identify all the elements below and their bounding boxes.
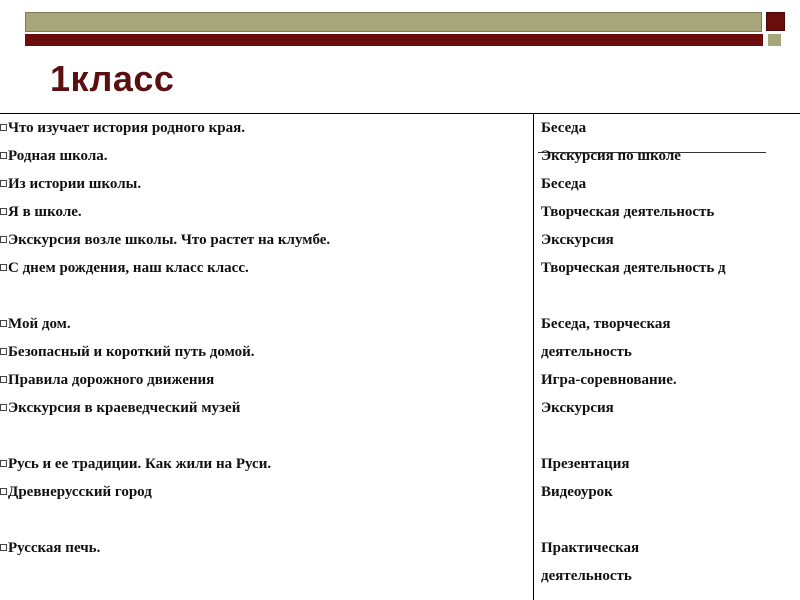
page-title: 1класс — [50, 58, 175, 99]
topics-column — [0, 114, 532, 562]
topic-text: Что изучает история родного края. — [8, 120, 246, 136]
topic-text: Я в школе. — [8, 204, 82, 220]
topic-text: Из истории школы. — [8, 176, 142, 192]
forms-column — [541, 114, 796, 590]
square-bullet-icon — [0, 348, 7, 355]
square-bullet-icon — [0, 376, 7, 383]
topic-row — [0, 338, 532, 366]
topic-row — [0, 226, 532, 254]
form-row: Экскурсия по школе — [541, 148, 681, 164]
header-bar-olive — [25, 12, 762, 32]
table-column-divider — [533, 113, 534, 600]
square-bullet-icon — [0, 236, 7, 243]
square-bullet-icon — [0, 180, 7, 187]
topic-text: Мой дом. — [8, 316, 71, 332]
topic-spacer — [0, 506, 532, 534]
form-row: Беседа — [541, 176, 587, 192]
square-bullet-icon — [0, 124, 7, 131]
topic-row — [0, 310, 532, 338]
topic-text: Русь и ее традиции. Как жили на Руси. — [8, 456, 272, 472]
square-bullet-icon — [0, 460, 7, 467]
form-spacer — [541, 282, 796, 310]
form-row: деятельность — [541, 568, 632, 584]
header-square-maroon — [766, 12, 785, 31]
topic-row — [0, 142, 532, 170]
topic-text: Экскурсия возле школы. Что растет на клумбе. — [8, 232, 331, 248]
form-row: Видеоурок — [541, 484, 613, 500]
topic-text: Русская печь. — [8, 540, 101, 556]
topic-row — [0, 366, 532, 394]
square-bullet-icon — [0, 544, 7, 551]
topic-row — [0, 254, 532, 282]
topic-row — [0, 114, 532, 142]
form-row: Творческая деятельность д — [541, 260, 726, 276]
square-bullet-icon — [0, 264, 7, 271]
topic-row — [0, 478, 532, 506]
topic-spacer — [0, 422, 532, 450]
topic-row — [0, 198, 532, 226]
topic-row — [0, 534, 532, 562]
topic-text: Безопасный и короткий путь домой. — [8, 344, 255, 360]
topic-text: Родная школа. — [8, 148, 108, 164]
form-row: деятельность — [541, 344, 632, 360]
square-bullet-icon — [0, 488, 7, 495]
topic-spacer — [0, 282, 532, 310]
topic-row — [0, 450, 532, 478]
square-bullet-icon — [0, 320, 7, 327]
header-square-olive — [768, 34, 781, 46]
square-bullet-icon — [0, 404, 7, 411]
topic-row — [0, 394, 532, 422]
form-spacer — [541, 506, 796, 534]
topic-row — [0, 170, 532, 198]
topic-text: С днем рождения, наш класс класс. — [8, 260, 249, 276]
form-row: Беседа, творческая — [541, 316, 671, 332]
topic-text: Правила дорожного движения — [8, 372, 215, 388]
form-row: Презентация — [541, 456, 630, 472]
square-bullet-icon — [0, 152, 7, 159]
form-row: Беседа — [541, 120, 587, 136]
square-bullet-icon — [0, 208, 7, 215]
topic-text: Экскурсия в краеведческий музей — [8, 400, 241, 416]
form-row: Экскурсия — [541, 232, 614, 248]
form-spacer — [541, 422, 796, 450]
form-row: Практическая — [541, 540, 640, 556]
form-row: Творческая деятельность — [541, 204, 715, 220]
form-row: Экскурсия — [541, 400, 614, 416]
topic-text: Древнерусский город — [8, 484, 152, 500]
header-bar-maroon — [25, 34, 763, 46]
form-row: Игра-соревнование. — [541, 372, 677, 388]
